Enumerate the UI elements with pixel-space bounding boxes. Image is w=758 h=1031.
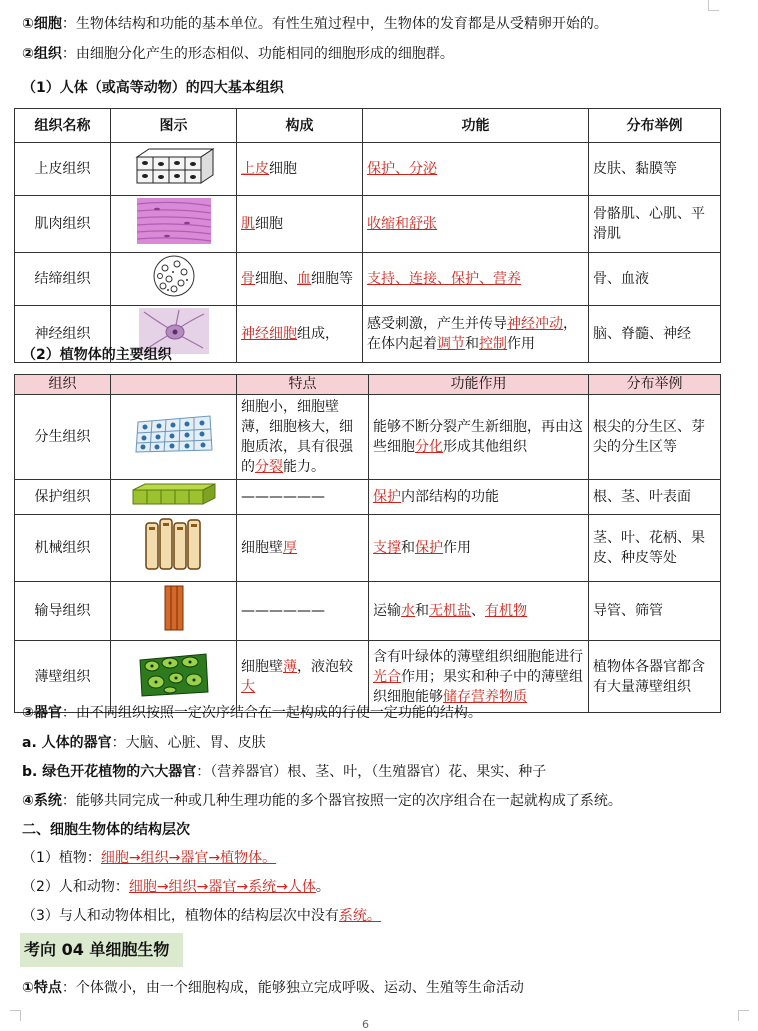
composition-cell: [237, 143, 363, 196]
animal-levels-prefix: （2）人和动物：: [22, 879, 129, 895]
cell-definition: [22, 14, 608, 34]
animal-levels-end: 。: [315, 879, 330, 895]
function-text: 运输: [373, 603, 401, 619]
key-term: 分化: [415, 439, 443, 455]
function-text: 含有叶绿体的薄壁组织细胞能进行: [373, 648, 583, 665]
table-row: [15, 253, 721, 306]
vascular-tissue-image: [111, 582, 237, 641]
parenchyma-tissue-image: [111, 641, 237, 713]
plant-levels-prefix: （1）植物：: [22, 850, 101, 866]
column-header: 分布举例: [589, 375, 721, 395]
cell-label: ①细胞: [22, 16, 62, 32]
key-term: 无机盐: [429, 603, 471, 619]
human-organs: [22, 733, 266, 753]
composition-cell: [237, 253, 363, 306]
feature-text: ：个体微小，由一个细胞构成，能够独立完成呼吸、运动、生殖等生命活动: [61, 980, 524, 996]
column-header: 图示: [111, 109, 237, 143]
feature-cell: [237, 641, 369, 713]
distribution-cell: 脑、脊髓、神经: [589, 306, 721, 363]
key-term: 保护: [373, 489, 401, 505]
key-term: 厚: [283, 540, 297, 556]
human-organs-text: ：大脑、心脏、胃、皮肤: [111, 735, 266, 751]
plant-tissue-table: [14, 374, 721, 713]
table-header-row: [15, 375, 721, 395]
tissue-definition: [22, 44, 454, 64]
distribution-cell: 根尖的分生区、芽尖的分生区等: [589, 395, 721, 480]
composition-text: 细胞、: [255, 271, 297, 287]
key-term: 支持、连接、保护、营养: [367, 271, 521, 287]
composition-text: 细胞等: [311, 271, 353, 287]
plant-organs-text: ：（营养器官）根、茎、叶，（生殖器官）花、果实、种子: [196, 764, 547, 780]
distribution-cell: 骨、血液: [589, 253, 721, 306]
human-tissue-table: [14, 108, 721, 363]
mechanical-tissue-image: [111, 515, 237, 582]
meristem-illustration: [132, 412, 216, 456]
key-term: 骨: [241, 271, 255, 287]
key-term: 保护: [415, 540, 443, 556]
function-cell: [369, 395, 589, 480]
organ-definition: [22, 703, 482, 723]
human-tissue-heading: （1）人体（或高等动物）的四大基本组织: [22, 80, 284, 96]
composition-cell: [237, 306, 363, 363]
function-cell: [363, 143, 589, 196]
key-term: 血: [297, 271, 311, 287]
epithelial-tissue-image: [111, 143, 237, 196]
comparison-line: [22, 906, 381, 926]
muscle-illustration: [137, 198, 211, 244]
table-header-row: [15, 109, 721, 143]
key-term: 神经细胞: [241, 326, 297, 342]
comparison-prefix: （3）与人和动物体相比，植物体的结构层次中没有: [22, 908, 339, 924]
function-text: 作用: [443, 540, 471, 556]
tissue-name: 分生组织: [15, 395, 111, 480]
column-header: 构成: [237, 109, 363, 143]
table-row: [15, 196, 721, 253]
feature-text: ，液泡较: [297, 658, 353, 675]
key-term: 水: [401, 603, 415, 619]
function-cell: [369, 515, 589, 582]
column-header: 分布举例: [589, 109, 721, 143]
table-row: [15, 395, 721, 480]
tissue-text: ：由细胞分化产生的形态相似、功能相同的细胞形成的细胞群。: [61, 46, 454, 62]
key-term: 储存营养物质: [443, 688, 527, 705]
parenchyma-illustration: [136, 650, 212, 698]
tissue-name: 上皮组织: [15, 143, 111, 196]
feature-text: ——————: [241, 489, 325, 505]
distribution-cell: 皮肤、黏膜等: [589, 143, 721, 196]
structure-levels-heading: 二、细胞生物体的结构层次: [22, 822, 190, 838]
muscle-tissue-image: [111, 196, 237, 253]
table-row: [15, 143, 721, 196]
tissue-name: 输导组织: [15, 582, 111, 641]
cell-text: ：生物体结构和功能的基本单位。有性生殖过程中，生物体的发育都是从受精卵开始的。: [61, 16, 608, 32]
feature-cell: [237, 582, 369, 641]
function-text: ，在体内起着: [367, 316, 577, 352]
protective-illustration: [131, 482, 217, 506]
mechanical-illustration: [142, 517, 206, 573]
feature-text: 能力。: [283, 459, 325, 475]
plant-levels-chain: 细胞→组织→器官→植物体。: [100, 850, 277, 866]
function-text: 、: [471, 603, 485, 619]
function-text: 作用；果实和种子中的薄壁组织细胞能够: [373, 668, 583, 705]
tissue-label: ②组织: [22, 46, 62, 62]
tissue-name: 结缔组织: [15, 253, 111, 306]
human-organs-label: a. 人体的器官: [22, 735, 112, 751]
table-row: [15, 641, 721, 713]
distribution-cell: 植物体各器官都含有大量薄壁组织: [589, 641, 721, 713]
animal-levels: [22, 877, 330, 897]
key-term: 控制: [479, 336, 507, 352]
plant-levels: [22, 848, 276, 868]
epithelial-illustration: [131, 145, 217, 187]
feature-cell: [237, 480, 369, 515]
feature-cell: [237, 515, 369, 582]
connective-illustration: [151, 255, 197, 297]
column-header: 功能作用: [369, 375, 589, 395]
corner-mark: [738, 1010, 749, 1021]
composition-text: 细胞: [269, 161, 297, 177]
organ-text: ：由不同组织按照一定次序结合在一起构成的行使一定功能的结构。: [61, 705, 482, 721]
key-term: 调节: [437, 336, 465, 352]
key-term: 光合: [373, 668, 401, 685]
system-text: ：能够共同完成一种或几种生理功能的多个器官按照一定的次序组合在一起就构成了系统。: [61, 793, 622, 809]
function-cell: [363, 196, 589, 253]
key-term: 上皮: [241, 161, 269, 177]
function-text: 和: [465, 336, 479, 352]
column-header: 组织名称: [15, 109, 111, 143]
feature-cell: [237, 395, 369, 480]
distribution-cell: 导管、筛管: [589, 582, 721, 641]
corner-mark: [708, 0, 719, 11]
column-header: 组织: [15, 375, 111, 395]
composition-text: 组成，: [297, 326, 339, 342]
protective-tissue-image: [111, 480, 237, 515]
section-heading: 考向 04 单细胞生物: [24, 940, 170, 959]
tissue-name: 肌肉组织: [15, 196, 111, 253]
tissue-name: 神经组织: [15, 306, 111, 363]
plant-organs-label: b. 绿色开花植物的六大器官: [22, 764, 197, 780]
function-cell: [369, 582, 589, 641]
animal-levels-chain: 细胞→组织→器官→系统→人体: [128, 879, 316, 895]
comparison-answer: 系统。: [338, 908, 381, 924]
column-header: 特点: [237, 375, 369, 395]
function-text: 感受刺激，产生并传导: [367, 316, 507, 332]
table-row: [15, 515, 721, 582]
system-definition: [22, 791, 622, 811]
column-header: 功能: [363, 109, 589, 143]
feature-text: 细胞壁: [241, 540, 283, 556]
plant-tissue-heading: （2）植物体的主要组织: [22, 347, 172, 363]
key-term: 大: [241, 678, 255, 695]
distribution-cell: 根、茎、叶表面: [589, 480, 721, 515]
corner-mark: [10, 1010, 21, 1021]
function-cell: [369, 480, 589, 515]
function-text: 和: [415, 603, 429, 619]
feature-label: ①特点: [22, 980, 62, 996]
function-text: 和: [401, 540, 415, 556]
function-text: 能够不断分裂产生新细胞，再由这些细胞: [373, 419, 583, 455]
tissue-name: 保护组织: [15, 480, 111, 515]
connective-tissue-image: [111, 253, 237, 306]
function-cell: [363, 253, 589, 306]
distribution-cell: 骨骼肌、心肌、平滑肌: [589, 196, 721, 253]
composition-text: 细胞: [255, 216, 283, 232]
key-term: 神经冲动: [507, 316, 563, 332]
tissue-name: 机械组织: [15, 515, 111, 582]
function-cell: [369, 641, 589, 713]
page-number: 6: [362, 1018, 369, 1031]
key-term: 收缩和舒张: [367, 216, 437, 232]
key-term: 薄: [283, 658, 297, 675]
key-term: 肌: [241, 216, 255, 232]
feature-text: 细胞小，细胞壁薄，细胞核大，细胞质浓，具有很强的: [241, 399, 353, 475]
function-cell: [363, 306, 589, 363]
organ-label: ③器官: [22, 705, 62, 721]
key-term: 支撑: [373, 540, 401, 556]
feature-text: ——————: [241, 603, 325, 619]
feature-text: 细胞壁: [241, 658, 283, 675]
function-text: 作用: [507, 336, 535, 352]
function-text: 内部结构的功能: [401, 489, 499, 505]
system-label: ④系统: [22, 793, 62, 809]
plant-organs: [22, 762, 546, 782]
function-text: 形成其他组织: [443, 439, 527, 455]
single-cell-features: [22, 978, 524, 998]
table-row: [15, 582, 721, 641]
key-term: 保护、分泌: [367, 161, 437, 177]
key-term: 分裂: [255, 459, 283, 475]
key-term: 有机物: [485, 603, 527, 619]
column-header: [111, 375, 237, 395]
composition-cell: [237, 196, 363, 253]
meristem-tissue-image: [111, 395, 237, 480]
distribution-cell: 茎、叶、花柄、果皮、种皮等处: [589, 515, 721, 582]
tissue-name: 薄壁组织: [15, 641, 111, 713]
vascular-illustration: [162, 584, 186, 632]
table-row: [15, 480, 721, 515]
